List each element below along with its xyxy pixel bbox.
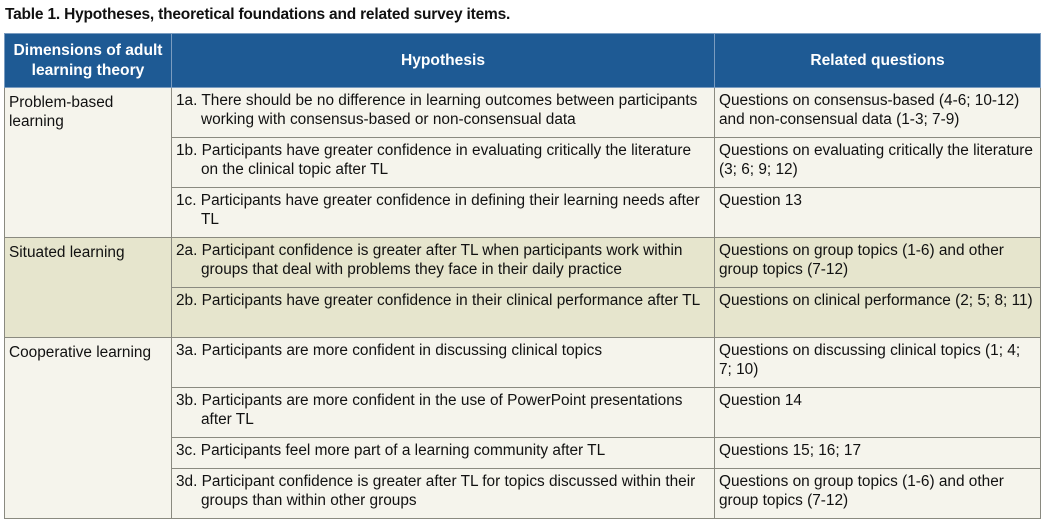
questions-cell: Question 14	[715, 388, 1041, 438]
header-dimension: Dimensions of adult learning theory	[5, 34, 172, 88]
hypotheses-table	[4, 33, 1041, 519]
hypothesis-1b: 1b. Participants have greater confidence in evaluating critically the literature on the clinical topic after TL	[176, 142, 692, 178]
hypothesis-1a: 1a. There should be no difference in learning outcomes between participants working with consensus-based or non-consensual data	[176, 92, 698, 128]
hypothesis-cell	[172, 288, 715, 338]
hypothesis-1c: 1c. Participants have greater confidence in defining their learning needs after TL	[176, 192, 700, 228]
questions-cell: Questions on discussing clinical topics (1; 4; 7; 10)	[715, 338, 1041, 388]
hypothesis-cell	[172, 88, 715, 138]
questions-cell: Questions 15; 16; 17	[715, 438, 1041, 469]
dimension-problem-based-learning: Problem-based learning	[5, 88, 172, 238]
dimension-cooperative-learning: Cooperative learning	[5, 338, 172, 519]
hypothesis-cell	[172, 238, 715, 288]
table-row	[5, 238, 1041, 288]
hypothesis-cell	[172, 138, 715, 188]
hypothesis-3d: 3d. Participant confidence is greater after TL for topics discussed within their groups than within other groups	[176, 473, 696, 509]
table-row	[5, 338, 1041, 388]
hypothesis-cell	[172, 188, 715, 238]
hypothesis-cell	[172, 438, 715, 469]
hypothesis-3c: 3c. Participants feel more part of a learning community after TL	[176, 442, 606, 459]
table-header-row	[5, 34, 1041, 88]
hypothesis-2b: 2b. Participants have greater confidence in their clinical performance after TL	[176, 292, 701, 309]
questions-cell: Question 13	[715, 188, 1041, 238]
header-questions: Related questions	[715, 34, 1041, 88]
hypothesis-3a: 3a. Participants are more confident in discussing clinical topics	[176, 342, 603, 359]
hypothesis-cell	[172, 388, 715, 438]
hypothesis-cell	[172, 469, 715, 519]
header-hypothesis: Hypothesis	[172, 34, 715, 88]
hypothesis-3b: 3b. Participants are more confident in the use of PowerPoint presentations after TL	[176, 392, 683, 428]
table-caption: Table 1. Hypotheses, theoretical foundations and related survey items.	[5, 6, 511, 23]
questions-cell: Questions on evaluating critically the literature (3; 6; 9; 12)	[715, 138, 1041, 188]
questions-cell: Questions on clinical performance (2; 5; 8; 11)	[715, 288, 1041, 338]
hypothesis-2a: 2a. Participant confidence is greater after TL when participants work within groups that deal with problems they face in their daily practice	[176, 242, 683, 278]
questions-cell: Questions on consensus-based (4-6; 10-12) and non-consensual data (1-3; 7-9)	[715, 88, 1041, 138]
questions-cell: Questions on group topics (1-6) and other group topics (7-12)	[715, 469, 1041, 519]
hypothesis-cell	[172, 338, 715, 388]
dimension-situated-learning: Situated learning	[5, 238, 172, 338]
questions-cell: Questions on group topics (1-6) and other group topics (7-12)	[715, 238, 1041, 288]
table-row	[5, 88, 1041, 138]
